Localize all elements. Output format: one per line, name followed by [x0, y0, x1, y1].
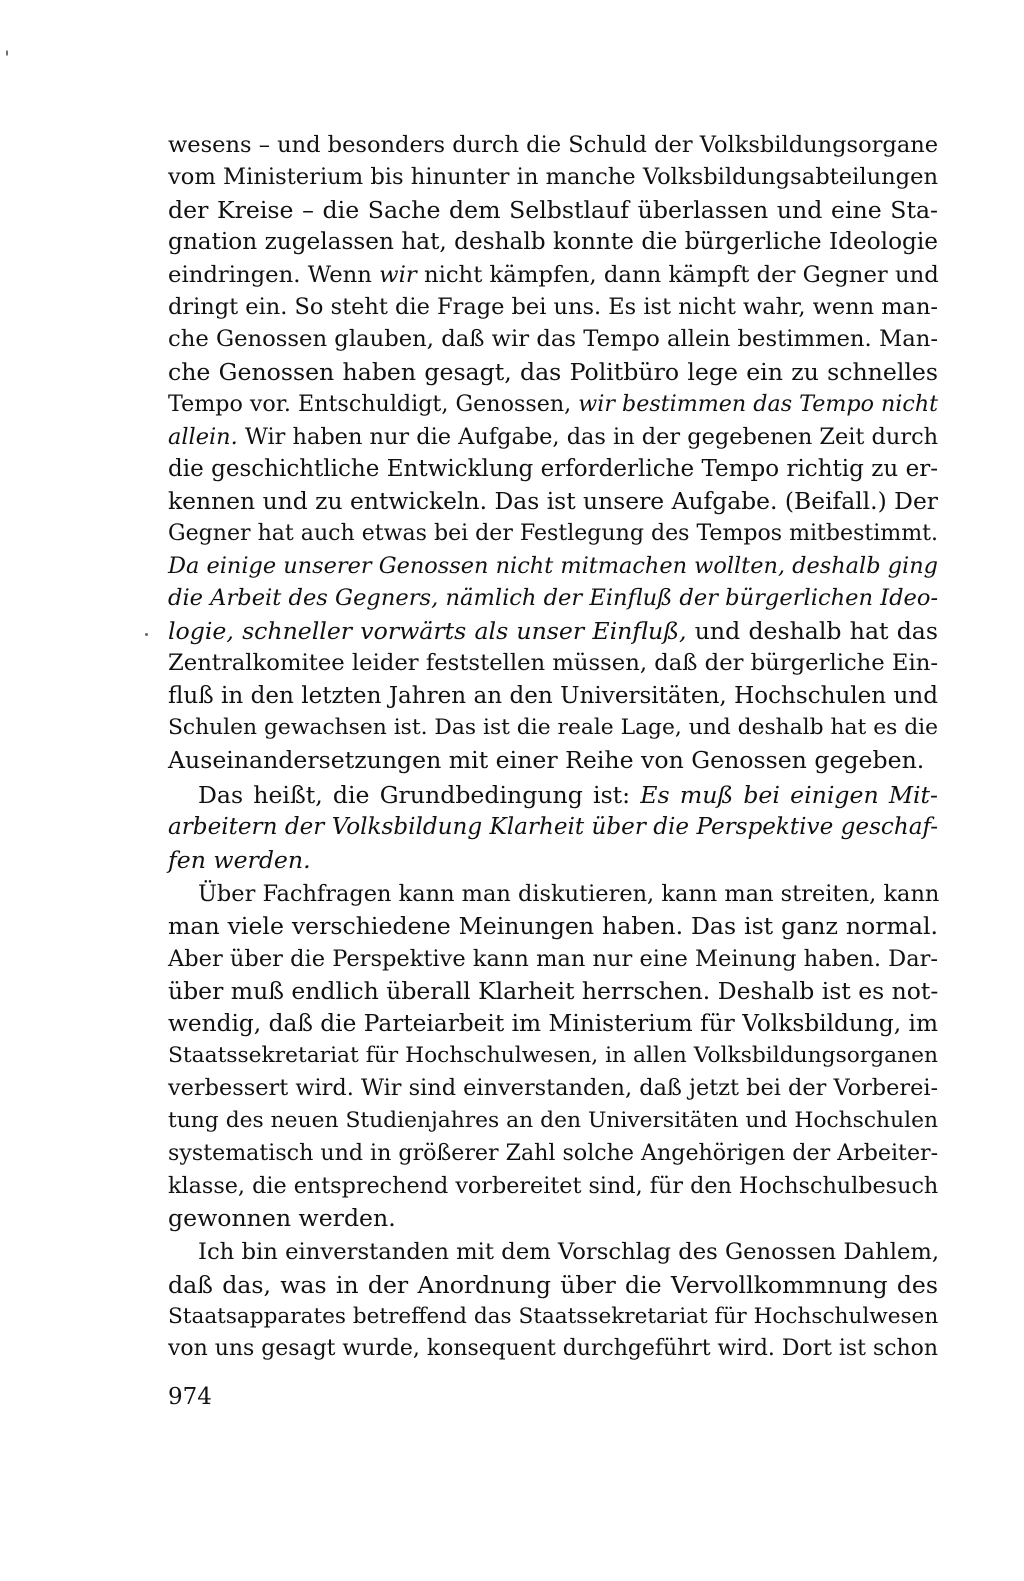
text-line	[168, 1202, 938, 1234]
text-line	[168, 485, 938, 517]
text-segment: fluß in den letzten Jahren an den Universitäten, Hochschulen und	[168, 682, 938, 709]
text-line	[168, 1301, 938, 1333]
text-line	[168, 943, 938, 975]
text-segment: gewonnen werden.	[168, 1203, 396, 1232]
italic-text: arbeitern der Volksbildung Klarheit über die Perspektive geschaf-	[168, 814, 938, 841]
text-line	[168, 811, 938, 843]
text-segment: Tempo vor. Entschuldigt, Genossen,	[168, 391, 579, 418]
text-line	[168, 161, 938, 193]
text-line	[168, 1333, 938, 1365]
scan-speck	[6, 50, 8, 56]
text-segment: Wir haben nur die Aufgabe, das in der gegebenen Zeit durch	[237, 423, 939, 450]
italic-text: fen werden.	[168, 845, 311, 874]
text-segment: nicht kämpfen, dann kämpft der Gegner und	[416, 261, 939, 288]
text-line	[168, 878, 938, 910]
text-segment: kennen und zu entwickeln. Das ist unsere Aufgabe. (Beifall.) Der	[168, 487, 938, 516]
text-segment: über muß endlich überall Klarheit herrschen. Deshalb ist es not-	[168, 977, 939, 1006]
text-line	[168, 975, 938, 1007]
text-line	[168, 744, 938, 776]
text-segment: Schulen gewachsen ist. Das ist die reale Lage, und deshalb hat es die	[168, 715, 938, 741]
text-line	[168, 259, 938, 291]
text-segment: gnation zugelassen hat, deshalb konnte die bürgerliche Ideologie	[168, 228, 938, 256]
italic-text: allein.	[168, 423, 238, 450]
text-line	[168, 1008, 938, 1040]
text-line	[168, 779, 938, 811]
text-segment: daß das, was in der Anordnung über die Vervollkommnung des	[168, 1270, 938, 1299]
text-segment: vom Ministerium bis hinunter in manche Volksbildungsabteilungen	[168, 164, 939, 191]
text-segment: Staatsapparates betreffend das Staatssekretariat für Hochschulwesen	[168, 1304, 939, 1330]
text-segment: wesens – und besonders durch die Schuld der Volksbildungsorgane	[168, 132, 939, 158]
text-segment: Auseinandersetzungen mit einer Reihe von Genossen gegeben.	[168, 746, 925, 775]
italic-text: Da einige unserer Genossen nicht mitmachen wollten, deshalb ging	[168, 553, 938, 580]
text-segment: systematisch und in größerer Zahl solche Angehörigen der Arbeiter-	[168, 1140, 939, 1167]
italic-text: wir	[379, 261, 417, 288]
text-segment: Aber über die Perspektive kann man nur eine Meinung haben. Dar-	[168, 945, 938, 972]
text-segment: tung des neuen Studienjahres an den Universitäten und Hochschulen	[168, 1107, 938, 1133]
text-segment: Ich bin einverstanden mit dem Vorschlag des Genossen Dahlem,	[198, 1239, 940, 1266]
text-line	[168, 1105, 938, 1137]
text-line	[168, 1269, 938, 1301]
text-segment: klasse, die entsprechend vorbereitet sind, für den Hochschulbesuch	[168, 1172, 939, 1199]
text-line	[168, 582, 938, 614]
text-line	[168, 291, 938, 323]
text-line	[168, 323, 938, 355]
text-segment: Das heißt, die Grundbedingung ist:	[198, 780, 641, 809]
text-segment: Zentralkomitee leider feststellen müssen, daß der bürgerliche Ein-	[168, 650, 939, 677]
text-line	[168, 1072, 938, 1104]
text-line	[168, 615, 938, 647]
text-segment: che Genossen glauben, daß wir das Tempo allein bestimmen. Man-	[168, 326, 939, 353]
text-line	[168, 1236, 938, 1268]
italic-text: logie, schneller vorwärts als unser Einfluß,	[168, 616, 687, 645]
text-line	[168, 910, 938, 942]
text-line	[168, 1170, 938, 1202]
page-number: 974	[168, 1384, 212, 1410]
text-segment: die geschichtliche Entwicklung erforderliche Tempo richtig zu er-	[168, 455, 938, 482]
text-segment: man viele verschiedene Meinungen haben. Das ist ganz normal.	[168, 912, 938, 941]
text-line	[168, 844, 938, 876]
text-segment: dringt ein. So steht die Frage bei uns. Es ist nicht wahr, wenn man-	[168, 293, 938, 320]
text-line	[168, 518, 938, 550]
text-line	[168, 421, 938, 453]
text-line	[168, 226, 938, 258]
text-segment: eindringen. Wenn	[168, 261, 380, 288]
text-segment: und deshalb hat das	[686, 616, 938, 645]
text-segment: Über Fachfragen kann man diskutieren, kann man streiten, kann	[198, 880, 940, 907]
text-line	[168, 129, 938, 161]
text-segment: che Genossen haben gesagt, das Politbüro lege ein zu schnelles	[168, 357, 938, 386]
text-segment: Gegner hat auch etwas bei der Festlegung des Tempos mitbestimmt.	[168, 520, 938, 546]
text-segment: Staatssekretariat für Hochschulwesen, in allen Volksbildungsorganen	[168, 1042, 938, 1068]
text-line	[168, 1137, 938, 1169]
text-segment: von uns gesagt wurde, konsequent durchgeführt wird. Dort ist schon	[168, 1336, 938, 1362]
text-line	[168, 388, 938, 420]
italic-text: Es muß bei einigen Mit-	[640, 780, 938, 809]
text-line	[168, 647, 938, 679]
text-line	[168, 712, 938, 744]
scan-speck	[145, 633, 148, 636]
italic-text: wir bestimmen das Tempo nicht	[578, 391, 939, 418]
text-line	[168, 550, 938, 582]
text-line	[168, 356, 938, 388]
text-line	[168, 1040, 938, 1072]
text-line	[168, 194, 938, 226]
text-segment: der Kreise – die Sache dem Selbstlauf überlassen und eine Sta-	[168, 195, 938, 224]
text-line	[168, 453, 938, 485]
italic-text: die Arbeit des Gegners, nämlich der Einfluß der bürgerlichen Ideo-	[168, 585, 939, 612]
body-text	[168, 129, 938, 1366]
text-line	[168, 680, 938, 712]
text-segment: verbessert wird. Wir sind einverstanden, daß jetzt bei der Vorberei-	[168, 1075, 939, 1102]
text-segment: wendig, daß die Parteiarbeit im Ministerium für Volksbildung, im	[168, 1009, 938, 1037]
